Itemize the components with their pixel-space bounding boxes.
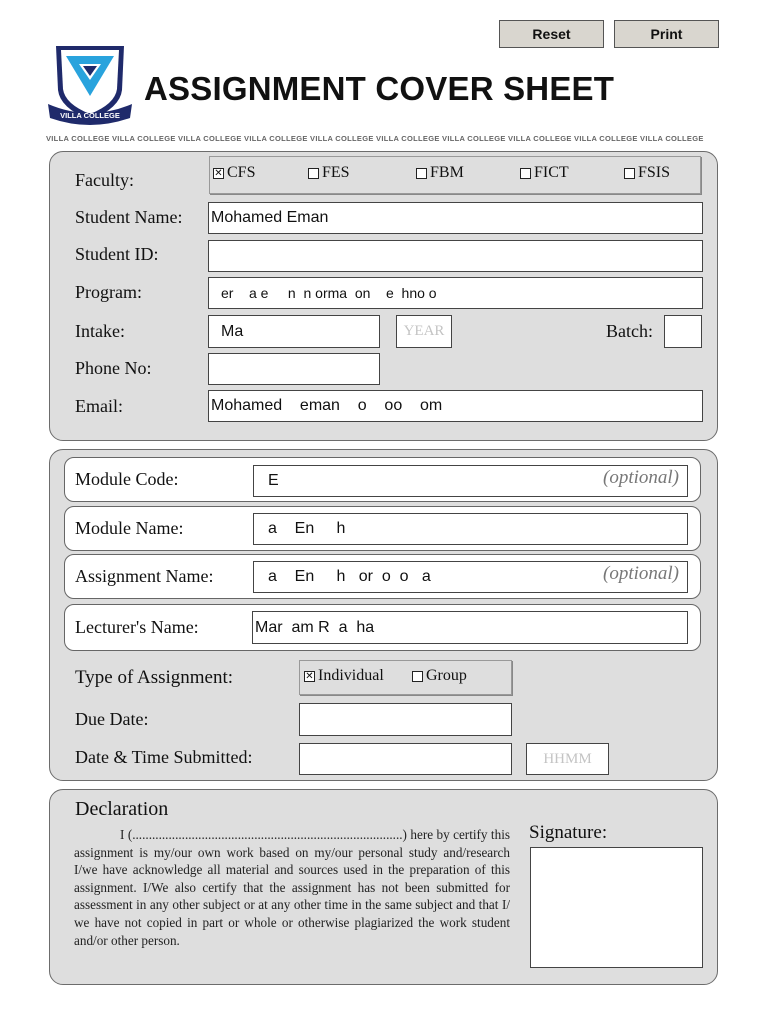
- email-field[interactable]: Mohamed eman o oo om: [208, 390, 703, 422]
- cfs-label: CFS: [227, 164, 256, 181]
- fsis-checkbox[interactable]: [624, 168, 635, 179]
- page-title: ASSIGNMENT COVER SHEET: [144, 70, 615, 107]
- module-code-value: E: [268, 472, 279, 489]
- individual-checkbox[interactable]: ✕: [305, 670, 314, 682]
- module-code-optional-hint: (optional): [603, 467, 679, 488]
- cfs-checkbox[interactable]: ✕: [214, 167, 223, 179]
- svg-text:VILLA COLLEGE: VILLA COLLEGE: [60, 111, 120, 120]
- print-button[interactable]: Print: [614, 20, 719, 48]
- college-name-strip: VILLA COLLEGE VILLA COLLEGE VILLA COLLEGE VILLA COLLEGE VILLA COLLEGE VILLA COLLEGE VILLA COLLEGE VILLA COLLEGE VILLA COLLEGE VILLA COLLEGE: [46, 134, 704, 143]
- group-checkbox[interactable]: [412, 671, 423, 682]
- student-id-label: Student ID:: [75, 244, 159, 264]
- batch-label: Batch:: [606, 321, 653, 341]
- fict-checkbox[interactable]: [520, 168, 531, 179]
- phone-label: Phone No:: [75, 358, 152, 378]
- group-label: Group: [426, 667, 467, 684]
- fes-checkbox[interactable]: [308, 168, 319, 179]
- student-name-label: Student Name:: [75, 207, 183, 227]
- fsis-label: FSIS: [638, 164, 671, 181]
- due-date-field[interactable]: [299, 703, 512, 736]
- assignment-name-field[interactable]: [253, 561, 688, 593]
- faculty-option-fsis[interactable]: [624, 164, 670, 182]
- intake-month-field[interactable]: Ma: [208, 315, 380, 348]
- type-option-group[interactable]: [412, 667, 467, 685]
- declaration-text: I (..................................................................................) here by certify this assignment is my/our own work based on my/our personal study and/research I/we have acknowledge all material and sources used in the preparation of this assignment. I/We also certify that the assignment has not been submitted for assessment in any other subject or at any other time in the same subject and that I/ we have not copied in part or whole or otherwise plagiarized the work student and/or other person.: [74, 827, 510, 948]
- college-logo: [46, 38, 134, 128]
- faculty-option-fbm[interactable]: [416, 164, 464, 182]
- reset-button[interactable]: Reset: [499, 20, 604, 48]
- fbm-checkbox[interactable]: [416, 168, 427, 179]
- module-code-label: Module Code:: [75, 469, 179, 489]
- module-name-field[interactable]: a En h: [253, 513, 688, 545]
- signature-box[interactable]: [530, 847, 703, 968]
- phone-field[interactable]: [208, 353, 380, 385]
- program-label: Program:: [75, 282, 142, 302]
- program-field[interactable]: er a e n n orma on e hno o: [208, 277, 703, 309]
- faculty-option-fes[interactable]: [308, 164, 350, 182]
- assignment-type-group: [299, 660, 512, 695]
- student-name-field[interactable]: Mohamed Eman: [208, 202, 703, 234]
- type-option-individual[interactable]: [304, 667, 384, 685]
- faculty-option-fict[interactable]: [520, 164, 569, 182]
- faculty-label: Faculty:: [75, 170, 134, 190]
- faculty-option-cfs[interactable]: [213, 164, 255, 182]
- fict-label: FICT: [534, 164, 569, 181]
- assignment-name-label: Assignment Name:: [75, 566, 214, 586]
- date-time-submitted-label: Date & Time Submitted:: [75, 747, 253, 767]
- intake-label: Intake:: [75, 321, 125, 341]
- intake-year-field[interactable]: YEAR: [396, 315, 452, 348]
- student-id-field[interactable]: [208, 240, 703, 272]
- date-submitted-field[interactable]: [299, 743, 512, 775]
- type-of-assignment-label: Type of Assignment:: [75, 667, 234, 688]
- fbm-label: FBM: [430, 164, 464, 181]
- lecturer-name-label: Lecturer's Name:: [75, 617, 199, 637]
- assignment-name-optional-hint: (optional): [603, 563, 679, 584]
- signature-label: Signature:: [529, 822, 608, 843]
- time-submitted-field[interactable]: HHMM: [526, 743, 609, 775]
- module-code-field[interactable]: [253, 465, 688, 497]
- batch-field[interactable]: [664, 315, 702, 348]
- assignment-name-value: a En h or o o a: [268, 568, 431, 585]
- lecturer-name-field[interactable]: Mar am R a ha: [252, 611, 688, 644]
- due-date-label: Due Date:: [75, 709, 149, 729]
- declaration-heading: Declaration: [75, 798, 169, 820]
- module-name-label: Module Name:: [75, 518, 184, 538]
- faculty-options-group: [209, 156, 701, 194]
- email-label: Email:: [75, 396, 123, 416]
- individual-label: Individual: [318, 667, 384, 684]
- fes-label: FES: [322, 164, 350, 181]
